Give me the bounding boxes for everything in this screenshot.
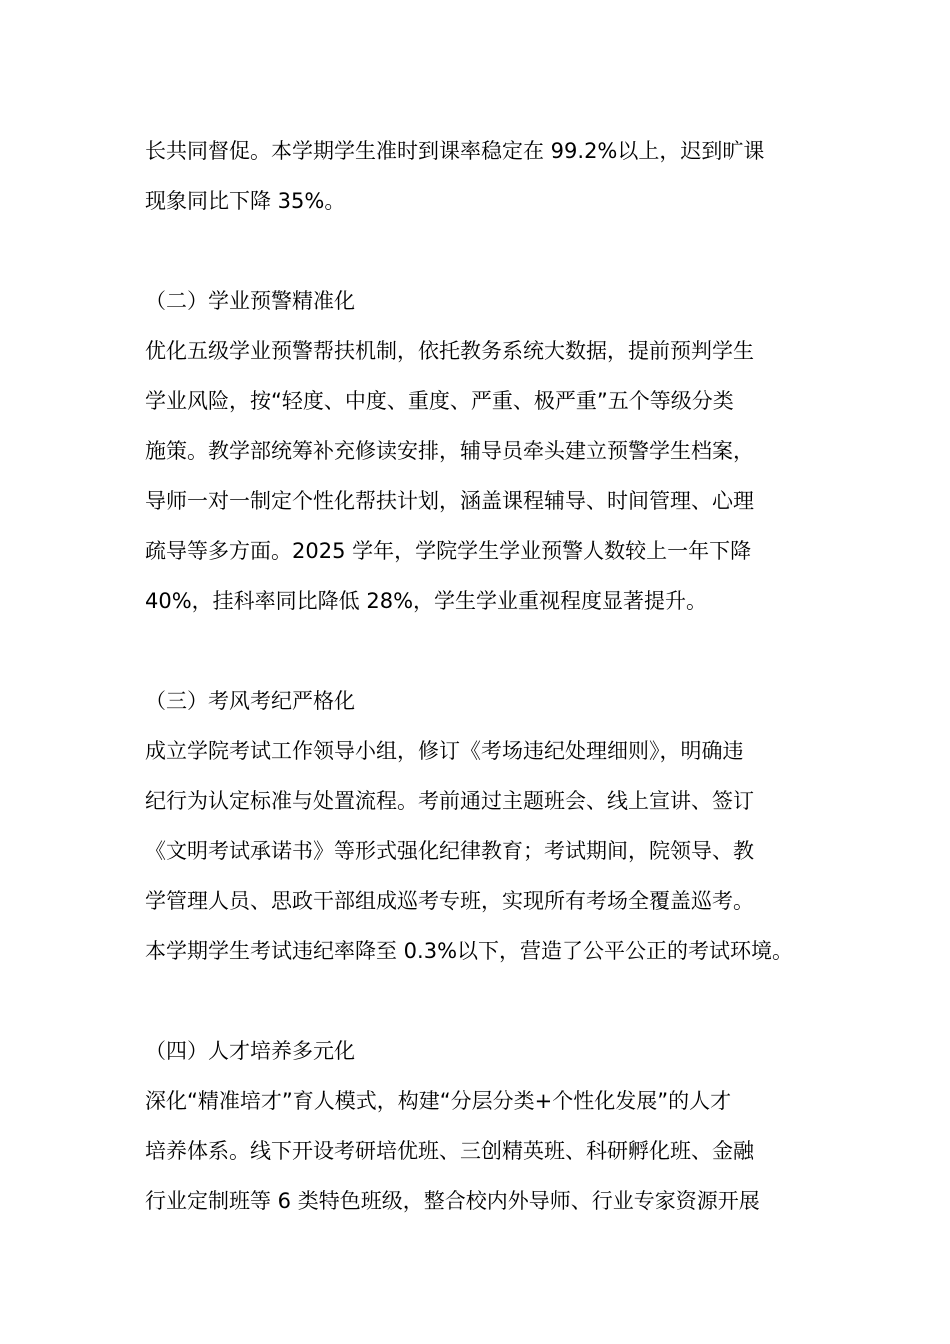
section-heading: （四）人才培养多元化 <box>145 1039 355 1063</box>
paragraph-line: 疏导等多方面。2025 学年，学院学生学业预警人数较上一年下降 <box>145 539 752 563</box>
section-heading: （三）考风考纪严格化 <box>145 689 355 713</box>
paragraph-line: 《文明考试承诺书》等形式强化纪律教育；考试期间，院领导、教 <box>145 839 754 863</box>
paragraph-line: 40%，挂科率同比降低 28%，学生学业重视程度显著提升。 <box>145 589 708 613</box>
document-body <box>145 126 810 1226</box>
paragraph-line: 行业定制班等 6 类特色班级，整合校内外导师、行业专家资源开展 <box>145 1189 760 1213</box>
paragraph-line: 优化五级学业预警帮扶机制，依托教务系统大数据，提前预判学生 <box>145 339 754 363</box>
paragraph-line: 学管理人员、思政干部组成巡考专班，实现所有考场全覆盖巡考。 <box>145 889 754 913</box>
paragraph-line: 本学期学生考试违纪率降至 0.3%以下，营造了公平公正的考试环境。 <box>145 939 794 963</box>
paragraph-line: 成立学院考试工作领导小组，修订《考场违纪处理细则》，明确违 <box>145 739 744 763</box>
paragraph-line: 施策。教学部统筹补充修读安排，辅导员牵头建立预警学生档案， <box>145 439 754 463</box>
paragraph-line: 培养体系。线下开设考研培优班、三创精英班、科研孵化班、金融 <box>145 1139 754 1163</box>
paragraph-line: 纪行为认定标准与处置流程。考前通过主题班会、线上宣讲、签订 <box>145 789 754 813</box>
paragraph-line: 长共同督促。本学期学生准时到课率稳定在 99.2%以上，迟到旷课 <box>145 139 765 163</box>
paragraph-line: 导师一对一制定个性化帮扶计划，涵盖课程辅导、时间管理、心理 <box>145 489 754 513</box>
paragraph-line: 学业风险，按“轻度、中度、重度、严重、极严重”五个等级分类 <box>145 389 734 413</box>
paragraph-line: 深化“精准培才”育人模式，构建“分层分类+个性化发展”的人才 <box>145 1089 732 1113</box>
section-heading: （二）学业预警精准化 <box>145 289 355 313</box>
paragraph-line: 现象同比下降 35%。 <box>145 189 346 213</box>
